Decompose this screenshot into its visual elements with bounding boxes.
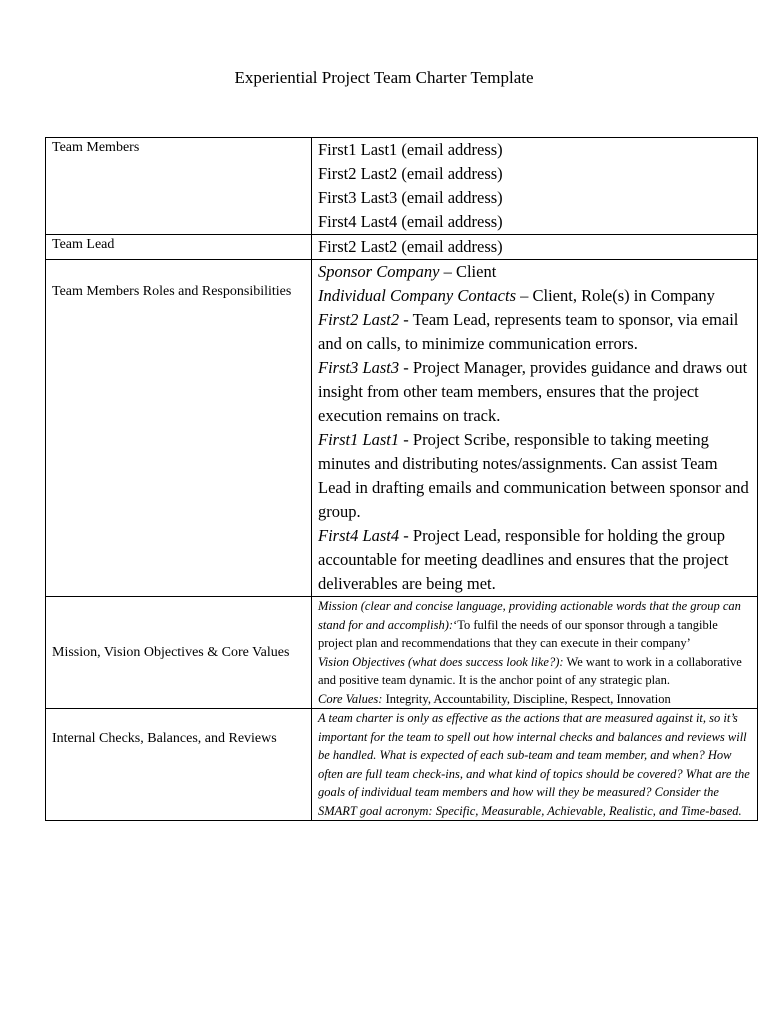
table-row-team-lead — [46, 235, 758, 260]
internal-checks-content — [312, 709, 758, 821]
role-name: First2 Last2 — [318, 310, 400, 329]
role-name: Individual Company Contacts — [318, 286, 516, 305]
table-row-internal-checks — [46, 709, 758, 821]
role-separator: – — [515, 286, 533, 305]
table-row-mission — [46, 597, 758, 709]
role-separator: - — [399, 358, 413, 377]
roles-list — [312, 260, 758, 597]
role-entry — [318, 308, 751, 356]
role-entry — [318, 284, 751, 308]
mission-prompt: Mission (clear and concise language, providing actionable words that the group can stand for and accomplish): — [318, 599, 741, 632]
table-row-roles — [46, 260, 758, 597]
role-description: Client, Role(s) in Company — [532, 286, 715, 305]
internal-checks-text: A team charter is only as effective as the actions that are measured against it, so it’s important for the team to spell out how internal checks and balances and reviews will be handled. What is expected of each sub-team and team member, and when? How often are full team check-ins, and what kind of topics should be covered? What are the goals of individual team members and how will they be measured? Consider the SMART goal acronym: Specific, Measurable, Achievable, Realistic, and Time-based. — [318, 711, 750, 818]
team-member-entry: First1 Last1 (email address) — [318, 140, 503, 159]
internal-checks-label: Internal Checks, Balances, and Reviews — [46, 709, 312, 821]
role-entry — [318, 260, 751, 284]
role-name: Sponsor Company — [318, 262, 440, 281]
role-separator: – — [439, 262, 456, 281]
role-description: Project Lead, responsible for holding the group accountable for meeting deadlines and ensures that the project deliverables are being met. — [318, 526, 729, 593]
team-member-entry: First2 Last2 (email address) — [318, 164, 503, 183]
role-separator: - — [399, 310, 413, 329]
core-values-prompt: Core Values: — [318, 691, 383, 706]
role-name: First4 Last4 — [318, 526, 400, 545]
vision-prompt: Vision Objectives (what does success look like?): — [318, 654, 564, 669]
team-members-list — [312, 138, 758, 235]
table-row-team-members — [46, 138, 758, 235]
mission-content — [312, 597, 758, 709]
role-description: Team Lead, represents team to sponsor, via email and on calls, to minimize communication errors. — [318, 310, 739, 353]
role-separator: - — [399, 430, 413, 449]
role-description: Client — [455, 262, 497, 281]
role-name: First3 Last3 — [318, 358, 400, 377]
core-values-paragraph — [318, 690, 751, 709]
team-member-entry: First3 Last3 (email address) — [318, 188, 503, 207]
mission-label: Mission, Vision Objectives & Core Values — [46, 597, 312, 709]
roles-label: Team Members Roles and Responsibilities — [46, 260, 312, 597]
document-title: Experiential Project Team Charter Template — [234, 68, 534, 87]
role-description: Project Manager, provides guidance and draws out insight from other team members, ensures that the project execution remains on track. — [318, 358, 748, 425]
team-member-entry: First4 Last4 (email address) — [318, 212, 503, 231]
vision-paragraph — [318, 653, 751, 690]
core-values-text: Integrity, Accountability, Discipline, Respect, Innovation — [382, 691, 671, 706]
team-lead-value: First2 Last2 (email address) — [312, 235, 758, 260]
role-entry — [318, 524, 751, 596]
mission-paragraph — [318, 597, 751, 653]
vision-text: We want to work in a collaborative and positive team dynamic. It is the anchor point of any strategic plan. — [318, 654, 742, 687]
role-separator: - — [399, 526, 413, 545]
role-description: Project Scribe, responsible to taking meeting minutes and distributing notes/assignments. Can assist Team Lead in drafting emails and communication between sponsor and group. — [318, 430, 749, 521]
role-name: First1 Last1 — [318, 430, 400, 449]
role-entry — [318, 428, 751, 524]
team-members-label: Team Members — [46, 138, 312, 235]
team-lead-label: Team Lead — [46, 235, 312, 260]
mission-text: ‘To fulfil the needs of our sponsor through a tangible project plan and recommendations that they can execute in their company’ — [318, 617, 718, 650]
role-entry — [318, 356, 751, 428]
team-charter-table — [45, 137, 758, 821]
